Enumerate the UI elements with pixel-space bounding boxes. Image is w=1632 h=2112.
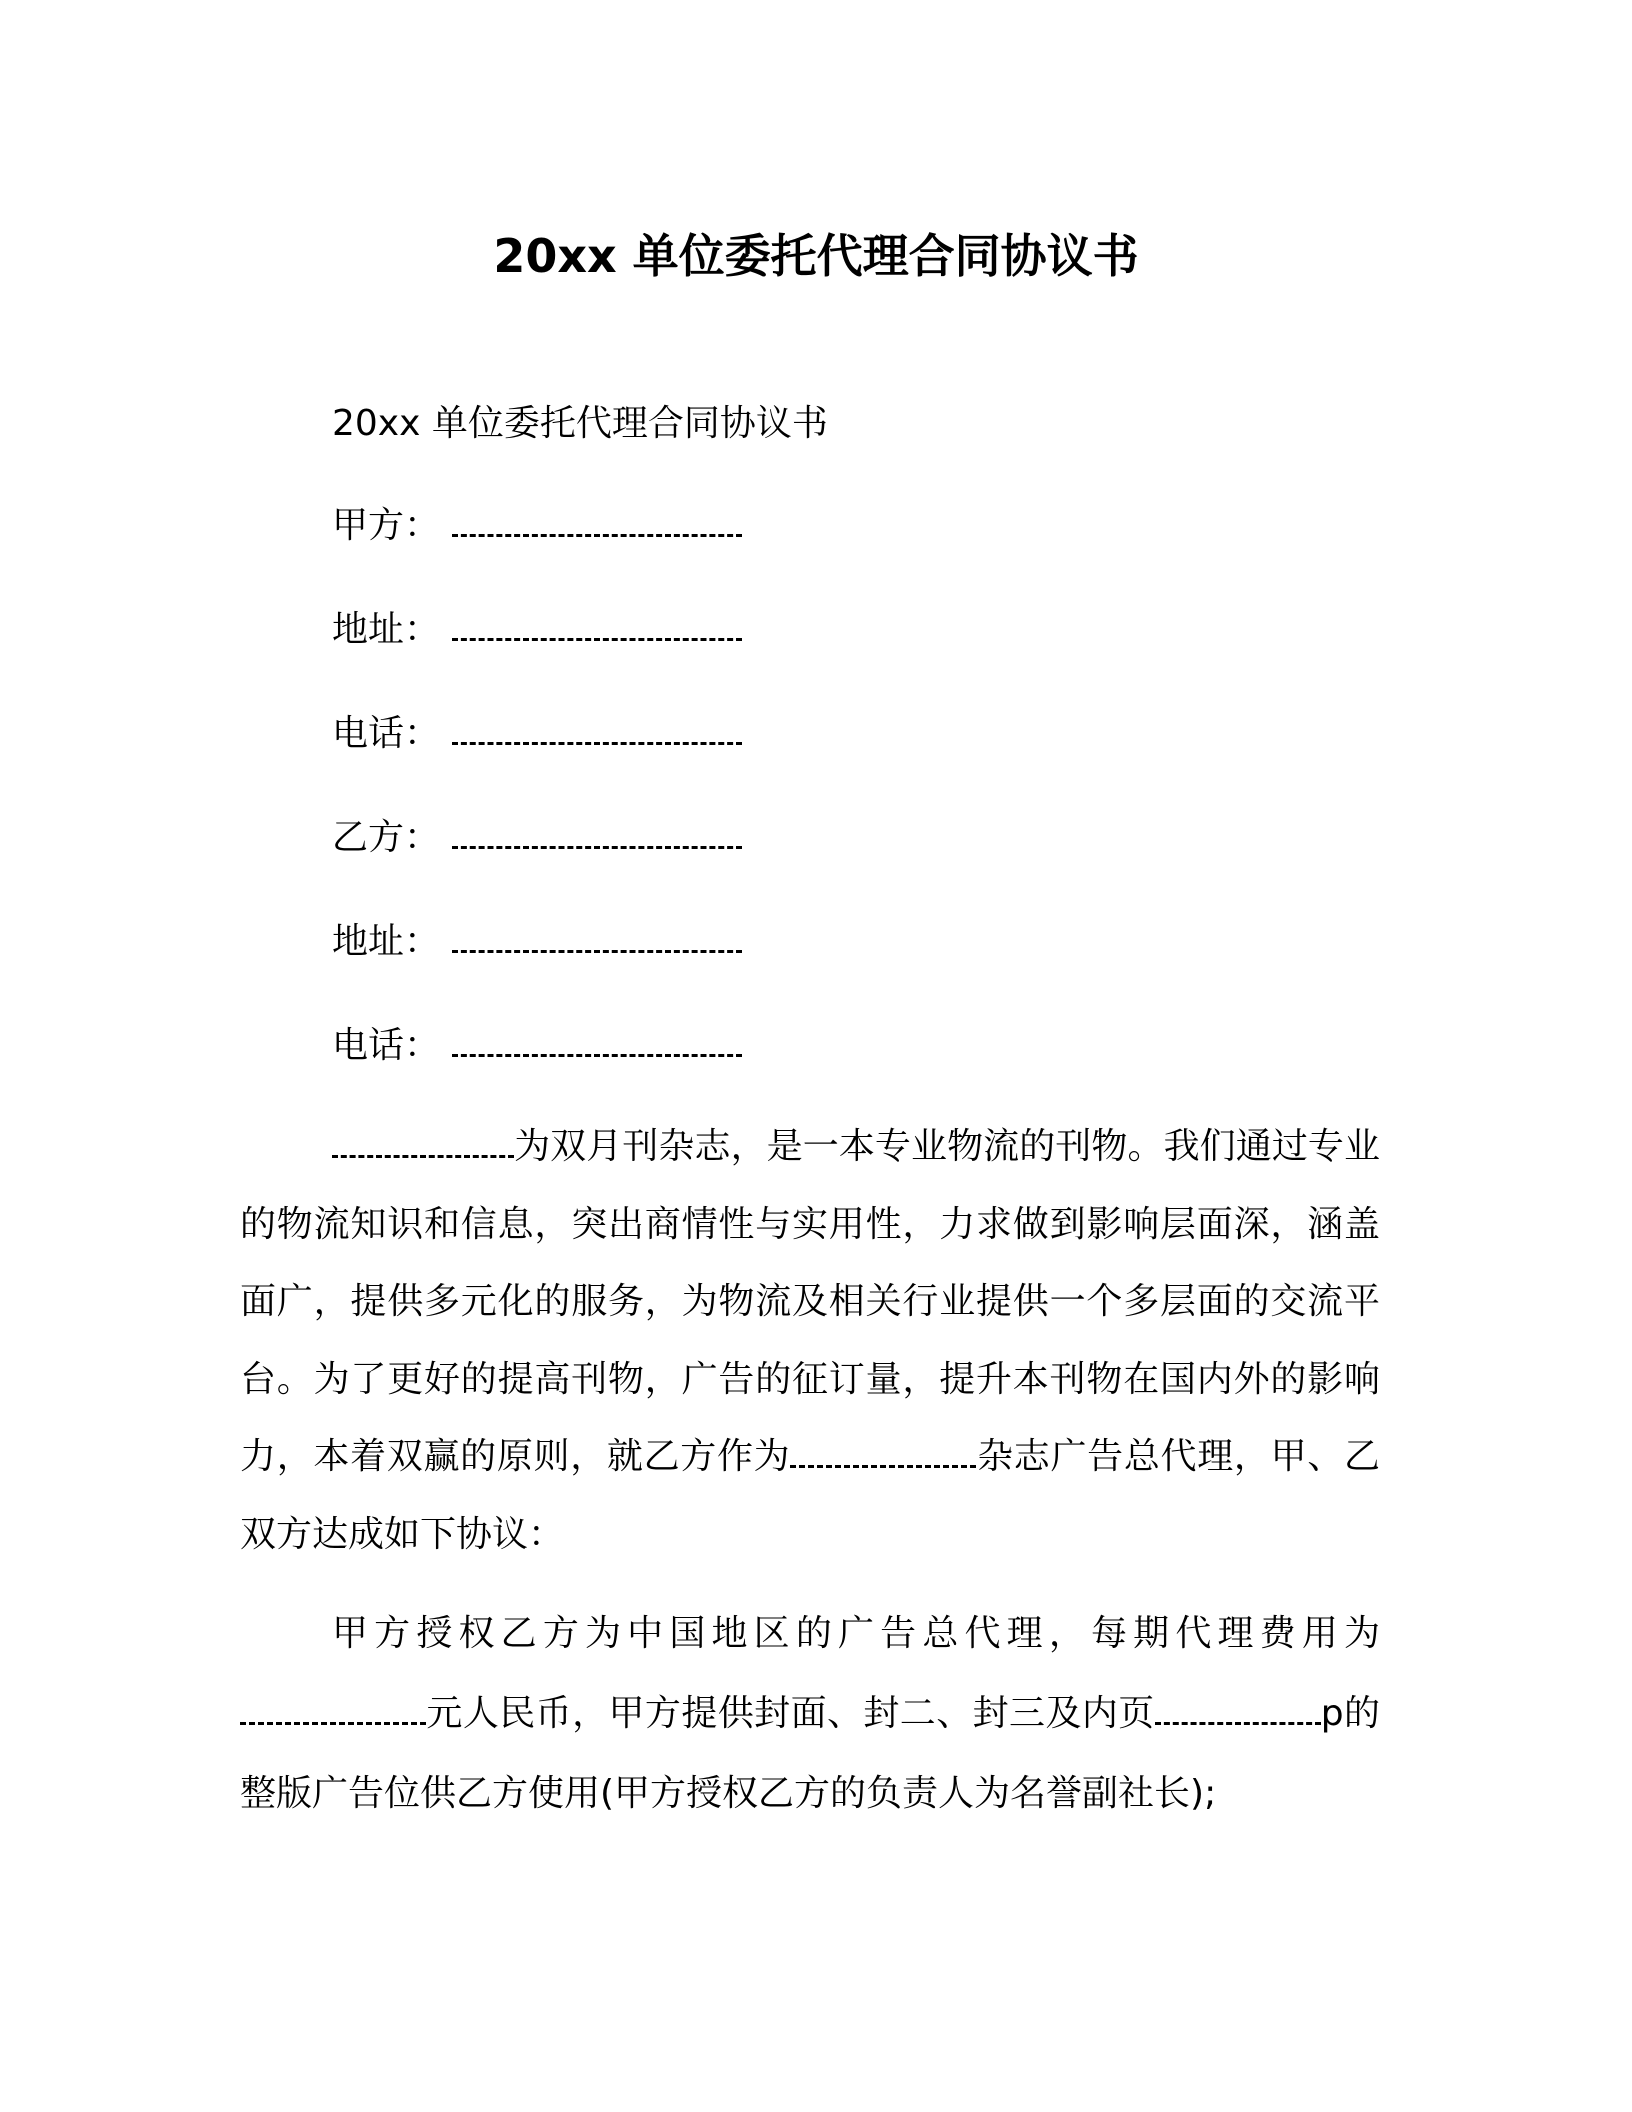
party-a-blank[interactable] [452, 504, 742, 537]
party-b-address-blank[interactable] [452, 920, 742, 953]
field-label: 电话： [332, 713, 441, 754]
field-label: 地址： [332, 921, 441, 962]
document-title: 20xx 单位委托代理合同协议书 [493, 229, 1139, 283]
party-b-address-field [332, 918, 742, 966]
party-a-phone-blank[interactable] [452, 712, 742, 745]
party-a-phone-field [332, 710, 742, 758]
agency-fee-blank[interactable] [240, 1692, 426, 1725]
party-b-blank[interactable] [452, 816, 742, 849]
party-b-phone-field [332, 1022, 742, 1070]
field-label: 电话： [332, 1025, 441, 1066]
party-a-address-blank[interactable] [452, 608, 742, 641]
intro-paragraph [240, 1108, 1380, 1573]
clause-text-2: 元人民币，甲方提供封面、封二、封三及内页 [426, 1693, 1155, 1734]
party-b-field [332, 814, 742, 862]
field-label: 地址： [332, 609, 441, 650]
intro-text-1: 为双月刊杂志，是一本专业物流的刊物。我们通过专业的物流知识和信息，突出商情性与实用性，力求做到影响层面深，涵盖面广，提供多元化的服务，为物流及相关行业提供一个多层面的交流平台。为了更好的提高刊物，广告的征订量，提升本刊物在国内外的影响力，本着双赢的原则，就乙方作为 [240, 1126, 1380, 1477]
document-subtitle: 20xx 单位委托代理合同协议书 [332, 403, 828, 444]
party-a-address-field [332, 606, 742, 654]
magazine-name-blank-2[interactable] [790, 1435, 976, 1468]
field-label: 乙方： [332, 817, 441, 858]
party-b-phone-blank[interactable] [452, 1024, 742, 1057]
field-label: 甲方： [332, 505, 441, 546]
clause-text-1: 甲方授权乙方为中国地区的广告总代理，每期代理费用为 [332, 1613, 1380, 1654]
party-a-field [332, 502, 742, 550]
inner-pages-blank[interactable] [1155, 1692, 1321, 1725]
intro-text-2: 杂志广告总代理，甲、乙双方达成如下协议： [240, 1436, 1380, 1555]
clause-paragraph [240, 1594, 1380, 1834]
clause-text-3: p的整版广告位供乙方使用(甲方授权乙方的负责人为名誉副社长); [240, 1693, 1380, 1814]
magazine-name-blank[interactable] [332, 1125, 514, 1158]
